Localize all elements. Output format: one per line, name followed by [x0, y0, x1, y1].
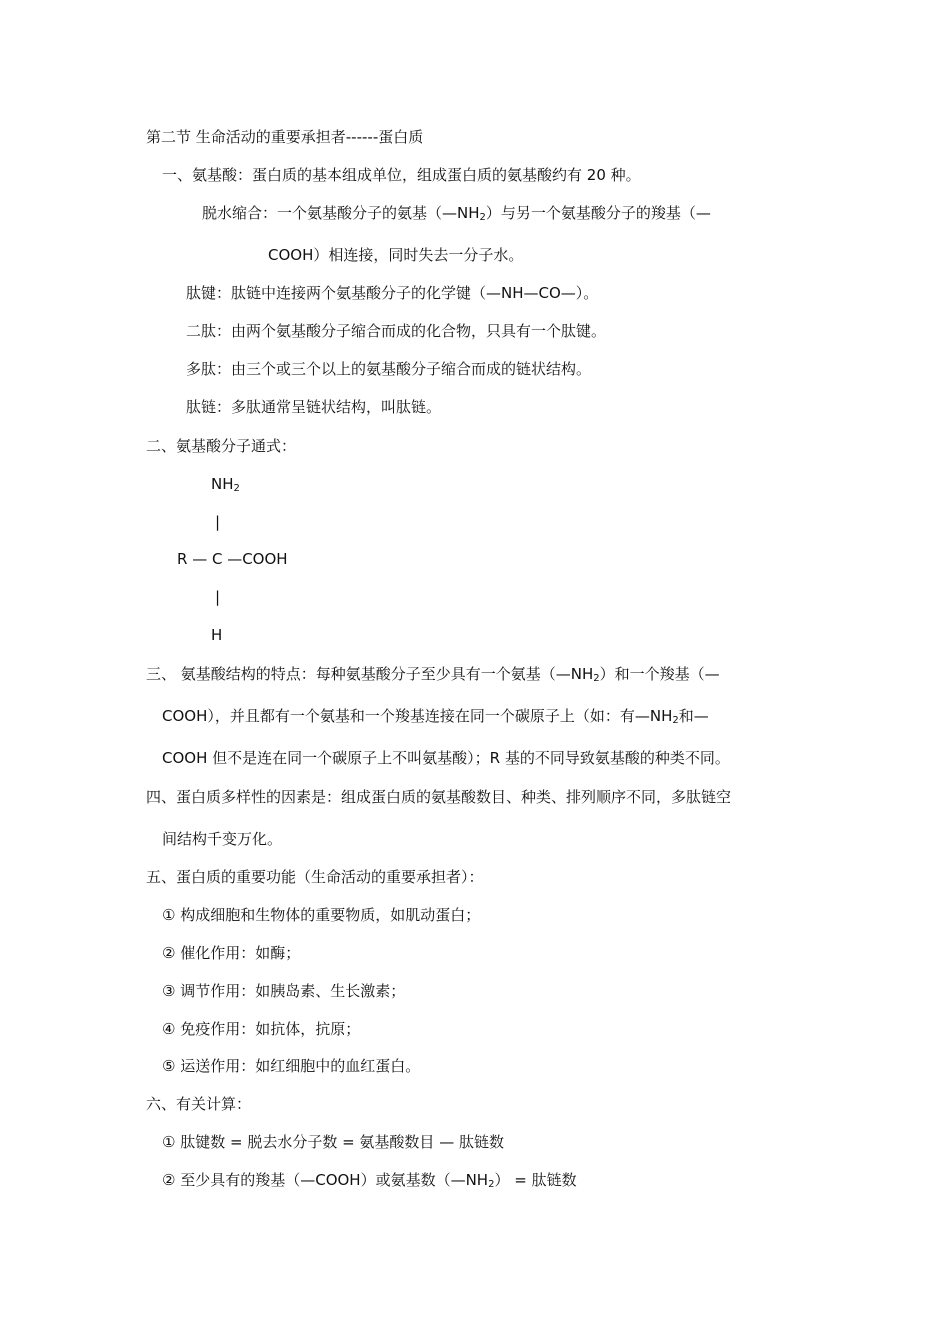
section6-heading: 六、有关计算：	[146, 1095, 252, 1113]
section4-line1: 四、蛋白质多样性的因素是：组成蛋白质的氨基酸数目、种类、排列顺序不同，多肽链空	[146, 788, 732, 806]
calc-item-2-b: ） = 肽链数	[494, 1171, 577, 1189]
function-item: ② 催化作用：如酶；	[162, 944, 301, 962]
function-item: ① 构成细胞和生物体的重要物质，如肌动蛋白；	[162, 906, 481, 924]
function-item: ④ 免疫作用：如抗体，抗原；	[162, 1020, 361, 1038]
section4-line2: 间结构千变万化。	[162, 830, 283, 848]
formula-bond-top: |	[215, 513, 221, 531]
formula-h: H	[211, 626, 223, 644]
dipeptide-def: 二肽：由两个氨基酸分子缩合而成的化合物，只具有一个肽键。	[186, 322, 607, 340]
dehydration-subscript: 2	[479, 212, 486, 223]
dehydration-line2: COOH）相连接，同时失去一分子水。	[268, 246, 524, 264]
dehydration-text-a: 脱水缩合：一个氨基酸分子的氨基（—NH	[202, 204, 480, 222]
section3-line2-a: COOH），并且都有一个氨基和一个羧基连接在同一个碳原子上（如：有—NH	[162, 707, 673, 725]
section5-heading: 五、蛋白质的重要功能（生命活动的重要承担者）：	[146, 868, 484, 886]
section3-line2-subscript: 2	[672, 715, 679, 726]
formula-nh-text: NH	[211, 475, 234, 493]
section3-line1	[146, 664, 720, 684]
section2-heading: 二、氨基酸分子通式：	[146, 437, 297, 455]
peptide-bond-def: 肽键：肽链中连接两个氨基酸分子的化学键（—NH—CO—）。	[186, 284, 599, 302]
section1-heading: 一、氨基酸：蛋白质的基本组成单位，组成蛋白质的氨基酸约有 20 种。	[162, 166, 641, 184]
section3-line3: COOH 但不是连在同一个碳原子上不叫氨基酸）；R 基的不同导致氨基酸的种类不同。	[162, 749, 730, 767]
peptide-chain-def: 肽链：多肽通常呈链状结构，叫肽链。	[186, 398, 442, 416]
section3-line2-b: 和—	[678, 707, 709, 725]
section3-line1-a: 三、 氨基酸结构的特点：每种氨基酸分子至少具有一个氨基（—NH	[146, 665, 594, 683]
calc-item-1: ① 肽键数 = 脱去水分子数 = 氨基酸数目 — 肽链数	[162, 1133, 504, 1151]
function-item: ⑤ 运送作用：如红细胞中的血红蛋白。	[162, 1057, 421, 1075]
section3-line1-subscript: 2	[593, 673, 600, 684]
page-title: 第二节 生命活动的重要承担者------蛋白质	[146, 128, 424, 146]
function-item: ③ 调节作用：如胰岛素、生长激素；	[162, 982, 406, 1000]
formula-main-chain: R — C —COOH	[177, 550, 288, 568]
section3-line2	[162, 706, 709, 726]
formula-nh2	[211, 474, 240, 494]
calc-item-2-a: ② 至少具有的羧基（—COOH）或氨基数（—NH	[162, 1171, 489, 1189]
calc-item-2-subscript: 2	[488, 1179, 495, 1190]
dehydration-line1	[202, 203, 711, 223]
section3-line1-b: ）和一个羧基（—	[599, 665, 720, 683]
polypeptide-def: 多肽：由三个或三个以上的氨基酸分子缩合而成的链状结构。	[186, 360, 592, 378]
formula-bond-bottom: |	[215, 588, 221, 606]
dehydration-text-b: ）与另一个氨基酸分子的羧基（—	[485, 204, 711, 222]
calc-item-2	[162, 1170, 577, 1190]
formula-nh-subscript: 2	[233, 483, 240, 494]
